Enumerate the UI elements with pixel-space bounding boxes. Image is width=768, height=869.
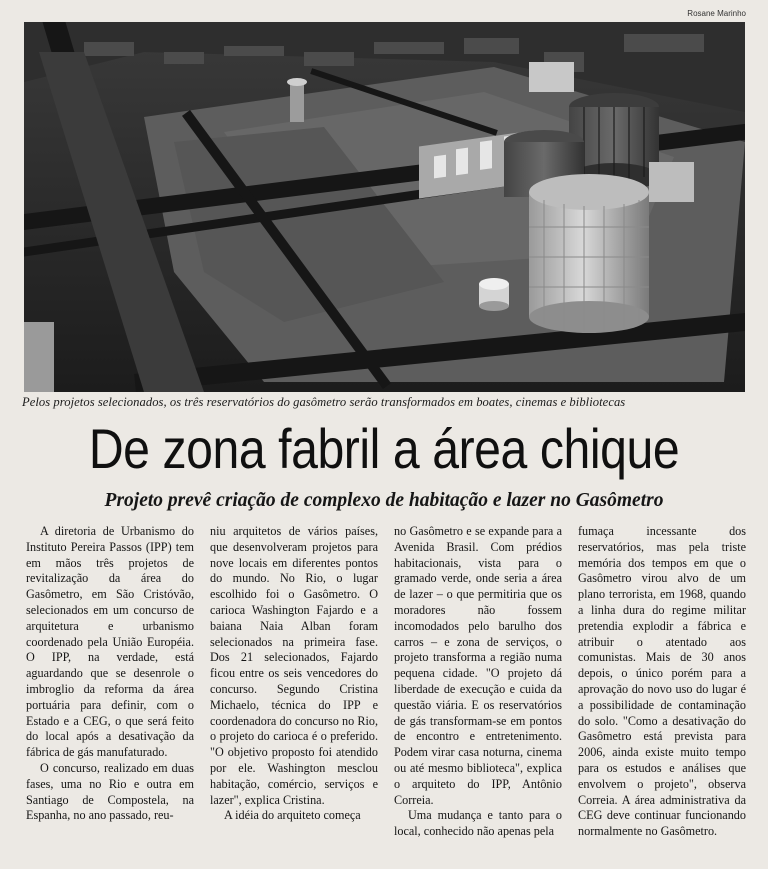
photo-caption: Pelos projetos selecionados, os três reservatórios do gasômetro serão transformados em boates, cinemas e bibliotecas bbox=[22, 395, 626, 409]
paragraph: niu arquitetos de vários países, que desenvolveram projetos para nove locais em diferentes pontos do mundo. No Rio, o lugar escolhido foi o Gasômetro. O carioca Washington Fajardo e a baiana Naia Alban foram selecionados na primeira fase. Dos 21 selecionados, Fajardo ficou entre os seis vencedores do concurso. Segundo Cristina Michaelo, técnica do IPP e coordenadora do concurso no Rio, o projeto do carioca é o preferido. "O objetivo proposto foi atendido por ele. Washington mesclou habitação, comércio, serviços e lazer", explica Cristina. bbox=[210, 524, 378, 807]
article-column bbox=[210, 524, 378, 859]
article-column bbox=[394, 524, 562, 859]
photo-credit: Rosane Marinho bbox=[687, 9, 746, 18]
news-photo bbox=[24, 22, 745, 392]
headline: De zona fabril a área chique bbox=[88, 417, 680, 480]
paragraph: A diretoria de Urbanismo do Instituto Pereira Passos (IPP) tem em mãos três projetos de revitalização da área do Gasômetro, em São Cristóvão, selecionados em um concurso de arquitetura e urbanismo coordenado pela União Européia. O IPP, na verdade, está aguardando que se desenrole o imbroglio da reforma da área portuária para definir, com o Estado e a CEG, o que será feito do local após a desativação da fábrica de gás manufaturado. bbox=[26, 524, 194, 760]
article-body bbox=[26, 524, 748, 859]
paragraph: fumaça incessante dos reservatórios, mas pela triste memória dos tempos em que o Gasômetro virou alvo de um plano terrorista, em 1968, quando a linha dura do regime militar pretendia explodir a fábrica e atribuir o atentado aos comunistas. Mais de 30 anos depois, o único porém para a aprovação do novo uso do lugar é a possibilidade de contaminação do solo. "Como a desativação do Gasômetro está prevista para 2006, ainda existe muito tempo para os estudos e análises que envolvem o projeto", observa Correia. A área administrativa da CEG deve continuar funcionando normalmente no Gasômetro. bbox=[578, 524, 746, 839]
paragraph: A idéia do arquiteto começa bbox=[224, 808, 361, 823]
subheadline: Projeto prevê criação de complexo de habitação e lazer no Gasômetro bbox=[104, 490, 664, 511]
paragraph: Uma mudança e tanto para o local, conhecido não apenas pela bbox=[394, 808, 562, 839]
article-column bbox=[26, 524, 194, 859]
paragraph: O concurso, realizado em duas fases, uma no Rio e outra em Santiago de Compostela, na Espanha, no ano passado, reu- bbox=[26, 760, 194, 823]
article-column bbox=[578, 524, 746, 859]
paragraph: no Gasômetro e se expande para a Avenida Brasil. Com prédios habitacionais, vista para o gramado verde, onde seria a área de lazer – o que permitiria que os moradores não fossem incomodados pelo barulho dos carros – e zona de serviços, o projeto transforma a região numa pequena cidade. "O projeto dá liberdade de execução e cuida da questão viária. E os reservatórios de gás transformam-se em pontos de encontro e entretenimento. Podem virar casa noturna, cinema ou até mesmo biblioteca", explica o arquiteto do IPP, Antônio Correia. bbox=[394, 524, 562, 807]
